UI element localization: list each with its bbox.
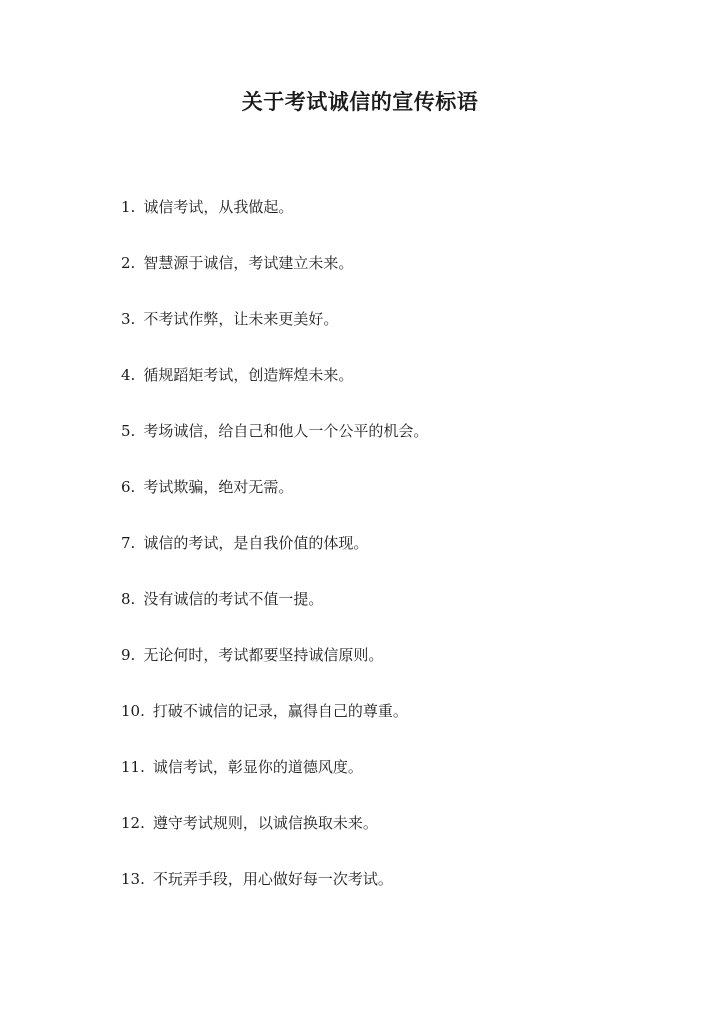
item-number: 7. [121, 534, 136, 552]
item-number: 3. [121, 310, 136, 328]
item-text: 遵守考试规则，以诚信换取未来。 [152, 814, 378, 832]
item-text: 考试欺骗，绝对无需。 [143, 478, 294, 496]
item-number: 13. [121, 870, 145, 888]
list-item [121, 812, 428, 868]
item-text: 没有诚信的考试不值一提。 [143, 590, 324, 608]
list-item [121, 588, 428, 644]
list-item [121, 252, 428, 308]
list-item [121, 308, 428, 364]
item-text: 考场诚信，给自己和他人一个公平的机会。 [143, 422, 429, 440]
item-number: 9. [121, 646, 136, 664]
item-number: 2. [121, 254, 136, 272]
item-number: 5. [121, 422, 136, 440]
list-item [121, 364, 428, 420]
item-text: 不玩弄手段，用心做好每一次考试。 [152, 870, 393, 888]
item-text: 无论何时，考试都要坚持诚信原则。 [143, 646, 384, 664]
list-item [121, 644, 428, 700]
item-text: 不考试作弊，让未来更美好。 [143, 310, 339, 328]
list-item [121, 700, 428, 756]
item-number: 4. [121, 366, 136, 384]
item-text: 诚信考试，彰显你的道德风度。 [152, 758, 363, 776]
item-text: 诚信的考试，是自我价值的体现。 [143, 534, 369, 552]
item-number: 12. [121, 814, 145, 832]
list-item [121, 196, 428, 252]
item-number: 8. [121, 590, 136, 608]
list-item [121, 756, 428, 812]
list-item [121, 420, 428, 476]
list-item [121, 868, 428, 924]
item-text: 诚信考试，从我做起。 [143, 198, 294, 216]
document-title: 关于考试诚信的宣传标语 [241, 89, 479, 114]
list-item [121, 532, 428, 588]
item-number: 6. [121, 478, 136, 496]
item-number: 10. [121, 702, 145, 720]
slogan-list [121, 196, 428, 924]
item-text: 智慧源于诚信，考试建立未来。 [143, 254, 354, 272]
item-text: 循规蹈矩考试，创造辉煌未来。 [143, 366, 354, 384]
list-item [121, 476, 428, 532]
item-number: 1. [121, 198, 136, 216]
item-number: 11. [121, 758, 145, 776]
item-text: 打破不诚信的记录，赢得自己的尊重。 [152, 702, 408, 720]
